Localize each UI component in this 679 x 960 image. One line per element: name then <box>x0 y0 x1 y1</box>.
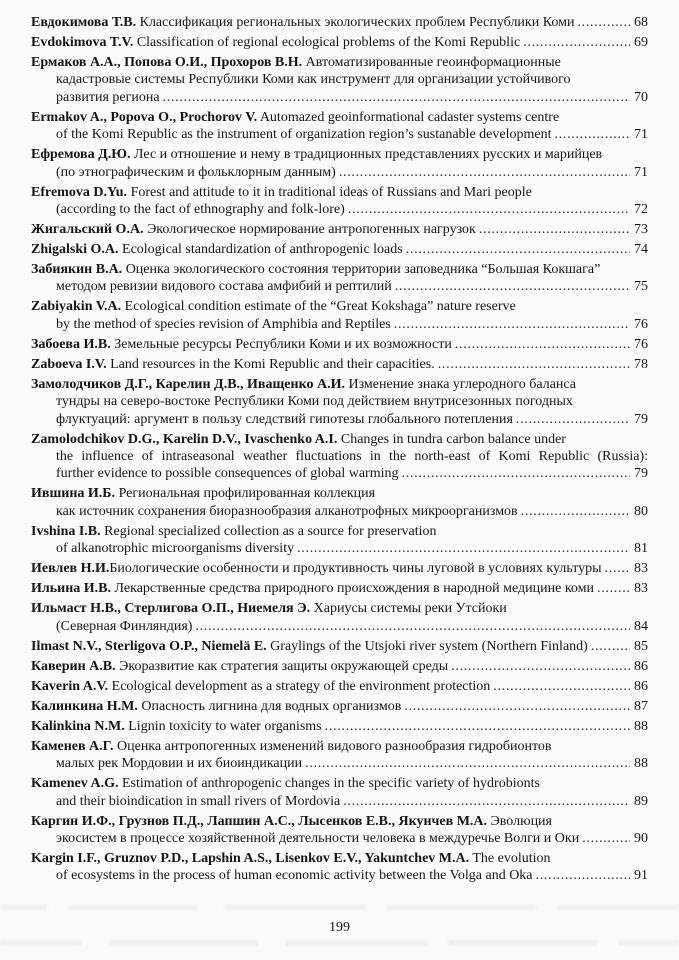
dot-leader <box>163 89 630 106</box>
entry-text: Жигальский О.А. Экологическое нормирование антропогенных нагрузок <box>31 222 476 238</box>
entry-text: Ившина И.Б. Региональная профилированная коллекция <box>31 486 376 502</box>
toc-entry <box>31 698 648 715</box>
entry-authors: Евдокимова Т.В. <box>31 15 137 30</box>
entry-page-number: 73 <box>634 222 648 238</box>
entry-text: Каверин А.В. Экоразвитие как стратегия защиты окружающей среды <box>31 658 449 674</box>
dot-leader <box>597 580 630 597</box>
toc-list <box>31 14 648 885</box>
entry-text: Ivshina I.B. Regional specialized collection as a source for preservation <box>31 523 437 539</box>
entry-authors: Evdokimova T.V. <box>31 35 134 50</box>
toc-entry-line <box>31 411 648 428</box>
entry-text: the influence of intraseasonal weather fluctuations in the north-east of Komi Republic (Russia): <box>56 449 648 465</box>
entry-text: of the Komi Republic as the instrument of organization region’s sustanable development <box>56 127 552 143</box>
entry-text: and their bioindication in small rivers of Mordovia <box>56 793 341 809</box>
dot-leader <box>343 793 630 810</box>
toc-entry <box>31 431 648 483</box>
toc-entry-line <box>31 34 648 51</box>
dot-leader <box>438 356 630 373</box>
toc-entry <box>31 560 648 577</box>
dot-leader <box>554 126 630 143</box>
entry-page-number: 79 <box>634 411 648 427</box>
entry-text: развития региона <box>56 89 160 105</box>
entry-text: Efremova D.Yu. Forest and attitude to it in traditional ideas of Russians and Mari people <box>31 184 532 200</box>
toc-entry-line <box>31 813 648 830</box>
entry-page-number: 85 <box>634 638 648 654</box>
toc-entry <box>31 14 648 31</box>
toc-entry-line <box>31 261 648 278</box>
toc-entry-line <box>31 448 648 465</box>
dot-leader <box>516 411 630 428</box>
entry-text: further evidence to possible consequences of global warming <box>56 466 399 482</box>
entry-page-number: 68 <box>634 15 648 30</box>
entry-authors: Жигальский О.А. <box>31 222 144 238</box>
entry-authors: Kaverin A.V. <box>31 678 109 694</box>
entry-page-number: 83 <box>634 581 648 597</box>
entry-text: Забоева И.В. Земельные ресурсы Республики Коми и их возможности <box>31 336 452 352</box>
toc-entry <box>31 485 648 520</box>
entry-text: Калинкина Н.М. Опасность лигнина для водных организмов <box>31 698 402 714</box>
entry-authors: Каргин И.Ф., Грузнов П.Д., Лапшин А.С., Лысенков Е.В., Якунчев М.А. <box>31 813 488 829</box>
toc-entry-line <box>31 658 648 675</box>
toc-entry <box>31 678 648 695</box>
entry-authors: Ефремова Д.Ю. <box>31 147 131 163</box>
toc-entry-line <box>31 316 648 333</box>
toc-entry <box>31 580 648 597</box>
toc-entry-line <box>31 184 648 201</box>
entry-text: Ильина И.В. Лекарственные средства природного происхождения в народной медицине коми <box>31 581 594 597</box>
dot-leader <box>348 201 630 218</box>
entry-text: (according to the fact of ethnography and folk-lore) <box>56 202 345 218</box>
entry-page-number: 75 <box>634 279 648 295</box>
toc-entry-line <box>31 775 648 792</box>
dot-leader <box>339 164 630 181</box>
entry-authors: Забиякин В.А. <box>31 262 123 278</box>
dot-leader <box>305 755 630 772</box>
entry-text: Kaverin A.V. Ecological development as a strategy of the environment protection <box>31 678 491 694</box>
toc-entry-line <box>31 793 648 810</box>
toc-entry-line <box>31 523 648 540</box>
entry-authors: Zaboeva I.V. <box>31 356 107 372</box>
entry-page-number: 72 <box>634 202 648 218</box>
toc-entry-line <box>31 867 648 884</box>
entry-text: Иевлев Н.И.Биологические особенности и продуктивность чины луговой в условиях культуры <box>31 561 602 577</box>
entry-text: by the method of species revision of Amphibia and Reptiles <box>56 316 391 332</box>
toc-entry-line <box>31 146 648 163</box>
entry-text: Замолодчиков Д.Г., Карелин Д.В., Иващенко А.И. Изменение знака углеродного баланса <box>31 376 577 392</box>
entry-text: Zaboeva I.V. Land resources in the Komi Republic and their capacities. <box>31 356 435 372</box>
toc-entry <box>31 54 648 106</box>
dot-leader <box>577 14 630 31</box>
toc-entry-line <box>31 618 648 635</box>
entry-page-number: 84 <box>634 618 648 634</box>
entry-authors: Ilmast N.V., Sterligova O.P., Niemelä E. <box>31 638 267 654</box>
entry-page-number: 87 <box>634 698 648 714</box>
toc-entry-line <box>31 298 648 315</box>
entry-page-number: 83 <box>634 561 648 577</box>
entry-authors: Zhigalski O.A. <box>31 242 119 258</box>
toc-entry-line <box>31 850 648 867</box>
toc-entry-line <box>31 560 648 577</box>
page-footer <box>0 920 679 936</box>
toc-entry <box>31 523 648 558</box>
entry-text: Каменев А.Г. Оценка антропогенных изменений видового разнообразия гидробионтов <box>31 738 552 754</box>
entry-authors: Kamenev A.G. <box>31 776 119 792</box>
toc-entry-line <box>31 698 648 715</box>
toc-entry <box>31 261 648 296</box>
entry-page-number: 86 <box>634 678 648 694</box>
toc-entry-line <box>31 678 648 695</box>
entry-authors: Zamolodchikov D.G., Karelin D.V., Ivaschenko A.I. <box>31 431 338 447</box>
toc-entry <box>31 600 648 635</box>
toc-entry <box>31 146 648 181</box>
toc-entry-line <box>31 336 648 353</box>
dot-leader <box>395 278 630 295</box>
toc-entry-line <box>31 126 648 143</box>
entry-text: Zamolodchikov D.G., Karelin D.V., Ivaschenko A.I. Changes in tundra carbon balance under <box>31 431 566 447</box>
toc-entry-line <box>31 164 648 181</box>
entry-text: Kalinkina N.M. Lignin toxicity to water organisms <box>31 718 322 734</box>
toc-entry-line <box>31 376 648 393</box>
toc-entry <box>31 850 648 885</box>
entry-page-number: 78 <box>634 356 648 372</box>
toc-entry <box>31 109 648 144</box>
entry-text: методом ревизии видового состава амфибий и рептилий <box>56 279 392 295</box>
toc-entry <box>31 241 648 258</box>
entry-text: кадастровые системы Республики Коми как инструмент для организации устойчивого <box>56 72 571 88</box>
toc-entry-line <box>31 485 648 502</box>
toc-entry <box>31 738 648 773</box>
dot-leader <box>394 316 630 333</box>
entry-page-number: 80 <box>634 503 648 519</box>
dot-leader <box>402 465 630 482</box>
dot-leader <box>406 241 630 258</box>
entry-text: Zabiyakin V.A. Ecological condition estimate of the “Great Kokshaga” nature reserve <box>31 299 516 315</box>
dot-leader <box>297 540 630 557</box>
entry-text: Каргин И.Ф., Грузнов П.Д., Лапшин А.С., Лысенков Е.В., Якунчев М.А. Эволюция <box>31 813 552 829</box>
entry-authors: Efremova D.Yu. <box>31 184 128 200</box>
toc-entry <box>31 298 648 333</box>
entry-authors: Ильина И.В. <box>31 581 112 597</box>
entry-page-number: 69 <box>634 35 648 50</box>
entry-page-number: 76 <box>634 316 648 332</box>
entry-authors: Kargin I.F., Gruznov P.D., Lapshin A.S., Lisenkov E.V., Yakuntchev M.A. <box>31 850 470 866</box>
entry-page-number: 79 <box>634 466 648 482</box>
entry-authors: Ivshina I.B. <box>31 523 101 539</box>
scan-bleed-artifact <box>0 905 679 910</box>
entry-text: Евдокимова Т.В. Классификация региональных экологических проблем Республики Коми <box>31 15 575 30</box>
entry-text: Evdokimova T.V. Classification of regional ecological problems of the Komi Republic <box>31 35 521 50</box>
entry-text: Kamenev A.G. Estimation of anthropogenic changes in the specific variety of hydrobionts <box>31 776 540 792</box>
entry-authors: Каменев А.Г. <box>31 738 114 754</box>
dot-leader <box>195 618 630 635</box>
dot-leader <box>523 34 630 51</box>
toc-entry-line <box>31 71 648 88</box>
entry-page-number: 71 <box>634 164 648 180</box>
toc-entry-line <box>31 830 648 847</box>
entry-text: как источник сохранения биоразнообразия алканотрофных микроорганизмов <box>56 503 518 519</box>
entry-page-number: 76 <box>634 336 648 352</box>
entry-text: of alkanotrophic microorganisms diversity <box>56 541 295 557</box>
toc-entry-line <box>31 738 648 755</box>
dot-leader <box>451 658 630 675</box>
entry-text: флуктуаций: аргумент в пользу следствий гипотезы глобального потепления <box>56 411 513 427</box>
toc-entry <box>31 376 648 428</box>
toc-entry-line <box>31 718 648 735</box>
dot-leader <box>479 221 630 238</box>
dot-leader <box>521 503 630 520</box>
entry-text: Забиякин В.А. Оценка экологического состояния территории заповедника “Большая Кокшага” <box>31 262 601 278</box>
entry-authors: Ившина И.Б. <box>31 486 116 502</box>
toc-entry-line <box>31 201 648 218</box>
entry-text: Kargin I.F., Gruznov P.D., Lapshin A.S., Lisenkov E.V., Yakuntchev M.A. The evolution <box>31 850 551 866</box>
entry-authors: Kalinkina N.M. <box>31 718 125 734</box>
toc-entry <box>31 184 648 219</box>
toc-entry <box>31 34 648 51</box>
toc-entry-line <box>31 278 648 295</box>
toc-entry <box>31 658 648 675</box>
entry-text: Ефремова Д.Ю. Лес и отношение и нему в традиционных представлениях русских и марийцев <box>31 147 603 163</box>
entry-text: экосистем в процессе хозяйственной деятельности человека в междуречье Волги и Оки <box>56 830 580 846</box>
dot-leader <box>404 698 630 715</box>
entry-page-number: 70 <box>634 89 648 105</box>
dot-leader <box>325 718 630 735</box>
toc-entry <box>31 718 648 735</box>
toc-entry <box>31 813 648 848</box>
toc-entry-line <box>31 241 648 258</box>
entry-authors: Каверин А.В. <box>31 658 116 674</box>
page-number: 199 <box>329 920 350 935</box>
toc-entry <box>31 221 648 238</box>
entry-text: Ермаков А.А., Попова О.И., Прохоров В.Н. Автоматизированные геоинформационные <box>31 55 561 70</box>
entry-text: (Северная Финляндия) <box>56 618 193 634</box>
entry-text: (по этнографическим и фольклорным данным) <box>56 164 336 180</box>
toc-entry-line <box>31 356 648 373</box>
entry-authors: Иевлев Н.И. <box>31 561 110 577</box>
toc-entry-line <box>31 14 648 31</box>
toc-entry-line <box>31 465 648 482</box>
entry-authors: Замолодчиков Д.Г., Карелин Д.В., Иващенко А.И. <box>31 376 345 392</box>
entry-authors: Калинкина Н.М. <box>31 698 138 714</box>
toc-entry-line <box>31 54 648 71</box>
toc-entry <box>31 336 648 353</box>
dot-leader <box>536 867 630 884</box>
entry-text: Ильмаст Н.В., Стерлигова О.П., Ниемеля Э. Хариусы системы реки Утсйоки <box>31 601 507 617</box>
entry-authors: Ильмаст Н.В., Стерлигова О.П., Ниемеля Э. <box>31 601 311 617</box>
entry-page-number: 89 <box>634 793 648 809</box>
toc-entry-line <box>31 393 648 410</box>
entry-authors: Ermakov A., Popova O., Prochorov V. <box>31 109 258 125</box>
entry-authors: Zabiyakin V.A. <box>31 299 122 315</box>
scan-bleed-artifact <box>0 940 679 946</box>
entry-page-number: 88 <box>634 718 648 734</box>
dot-leader <box>605 560 630 577</box>
entry-authors: Ермаков А.А., Попова О.И., Прохоров В.Н. <box>31 55 303 70</box>
toc-entry-line <box>31 89 648 106</box>
entry-page-number: 88 <box>634 756 648 772</box>
toc-entry <box>31 356 648 373</box>
entry-text: малых рек Мордовии и их биоиндикации <box>56 756 303 772</box>
toc-entry <box>31 775 648 810</box>
dot-leader <box>582 830 630 847</box>
entry-page-number: 91 <box>634 868 648 884</box>
entry-authors: Забоева И.В. <box>31 336 111 352</box>
entry-text: Zhigalski O.A. Ecological standardization of anthropogenic loads <box>31 242 403 258</box>
entry-page-number: 86 <box>634 658 648 674</box>
entry-text: Ilmast N.V., Sterligova O.P., Niemelä E. Graylings of the Utsjoki river system (Northern Finland) <box>31 638 588 654</box>
toc-entry-line <box>31 638 648 655</box>
entry-page-number: 90 <box>634 830 648 846</box>
dot-leader <box>455 336 630 353</box>
toc-entry-line <box>31 540 648 557</box>
toc-entry <box>31 638 648 655</box>
toc-entry-line <box>31 600 648 617</box>
dot-leader <box>493 678 630 695</box>
entry-page-number: 81 <box>634 541 648 557</box>
dot-leader <box>591 638 630 655</box>
toc-entry-line <box>31 503 648 520</box>
entry-text: тундры на северо-востоке Республики Коми под действием внутрисезонных погодных <box>56 394 573 410</box>
toc-entry-line <box>31 431 648 448</box>
entry-page-number: 71 <box>634 127 648 143</box>
toc-entry-line <box>31 109 648 126</box>
toc-entry-line <box>31 221 648 238</box>
entry-text: Ermakov A., Popova O., Prochorov V. Automazed geoinformational cadaster systems centre <box>31 109 560 125</box>
entry-text: of ecosystems in the process of human economic activity between the Volga and Oka <box>56 868 533 884</box>
toc-entry-line <box>31 755 648 772</box>
toc-entry-line <box>31 580 648 597</box>
entry-page-number: 74 <box>634 242 648 258</box>
